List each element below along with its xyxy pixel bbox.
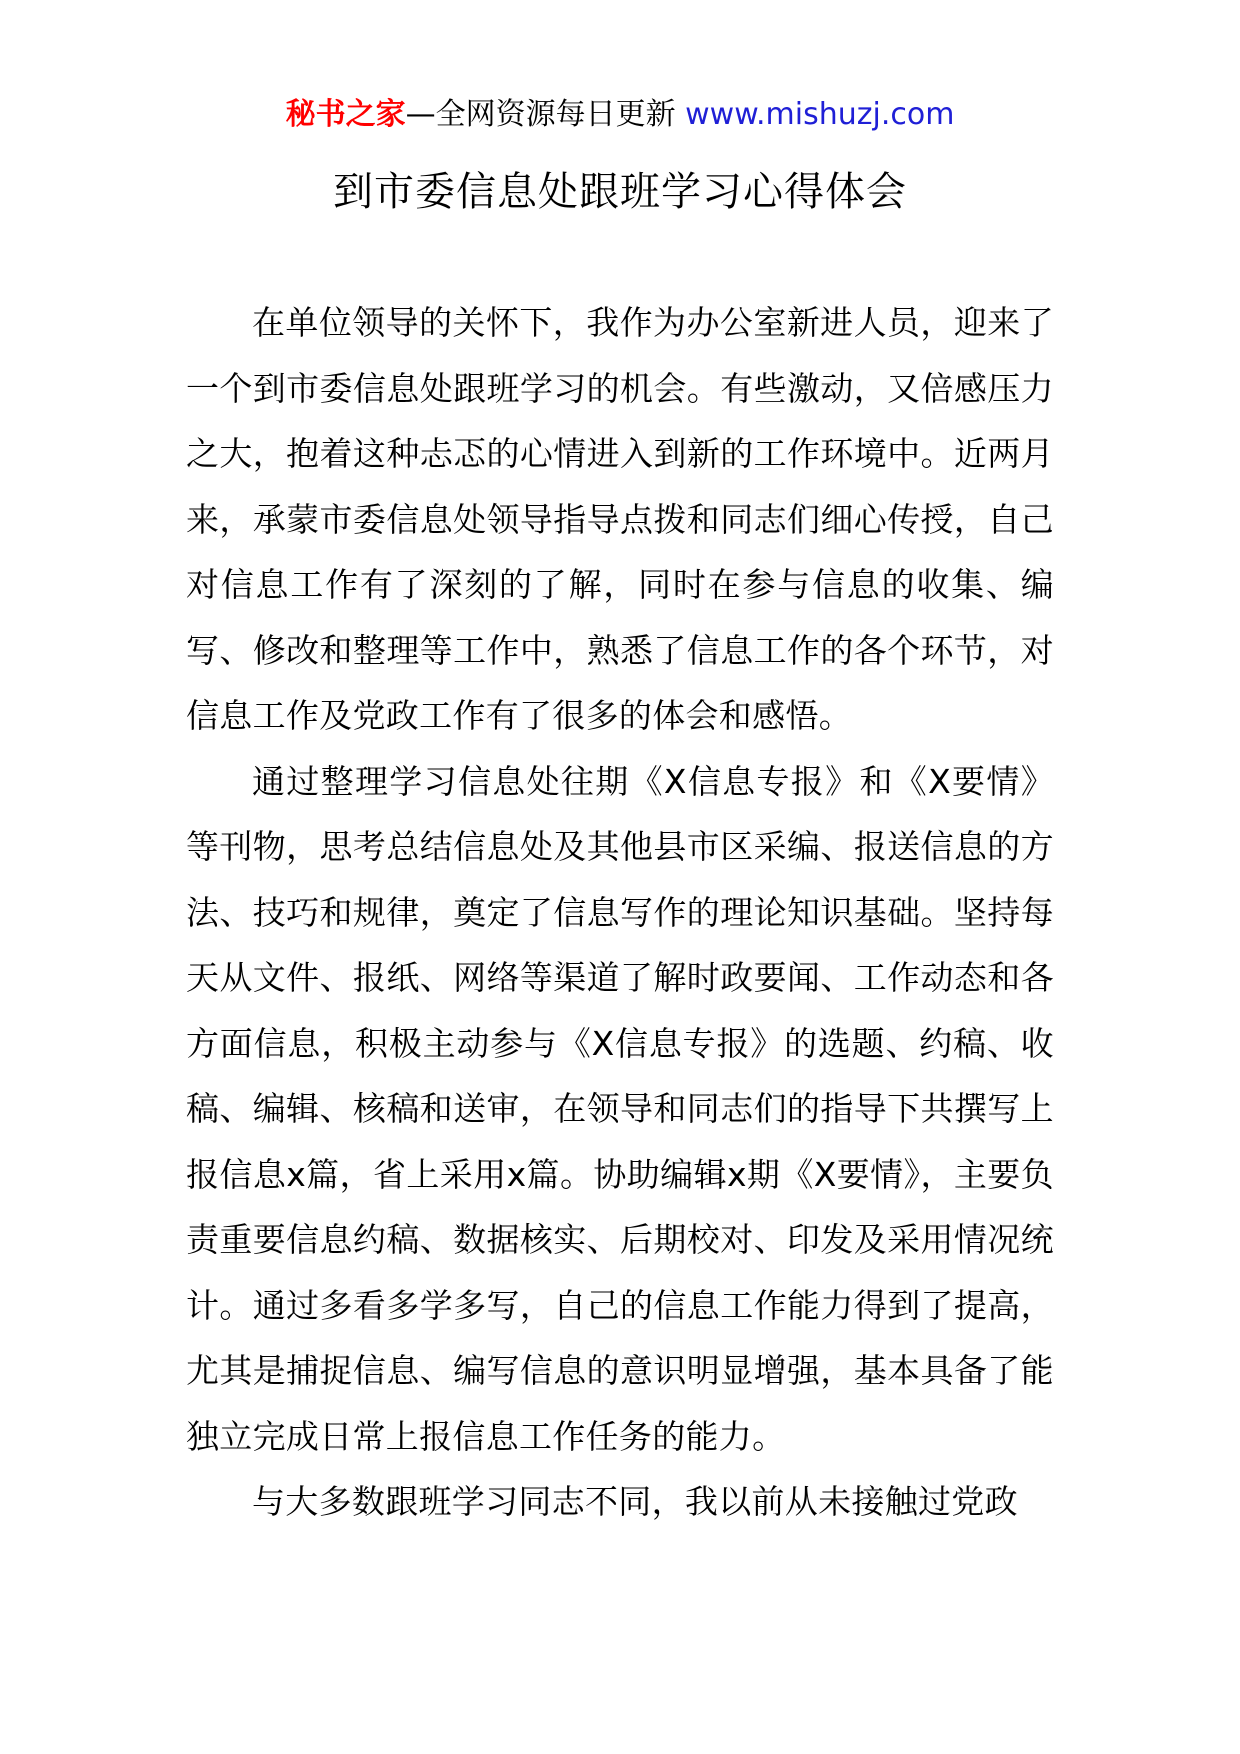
body-paragraph-3: 与大多数跟班学习同志不同，我以前从未接触过党政: [252, 1482, 1018, 1521]
body-paragraph-2: 通过整理学习信息处往期《X信息专报》和《X要情》等刊物，思考总结信息处及其他县市区采编、报送信息的方法、技巧和规律，奠定了信息写作的理论知识基础。坚持每天从文件、报纸、网络等渠道了解时政要闻、工作动态和各方面信息，积极主动参与《X信息专报》的选题、约稿、收稿、编辑、核稿和送审，在领导和同志们的指导下共撰写上报信息x篇，省上采用x篇。协助编辑x期《X要情》，主要负责重要信息约稿、数据核实、后期校对、印发及采用情况统计。通过多看多学多写，自己的信息工作能力得到了提高，尤其是捕捉信息、编写信息的意识明显增强，基本具备了能独立完成日常上报信息工作任务的能力。: [186, 761, 1054, 1456]
site-tagline: —全网资源每日更新: [405, 97, 676, 132]
site-header: [0, 95, 1240, 135]
body-paragraph-1: 在单位领导的关怀下，我作为办公室新进人员，迎来了一个到市委信息处跟班学习的机会。有些激动，又倍感压力之大，抱着这种忐忑的心情进入到新的工作环境中。近两月来，承蒙市委信息处领导指导点拨和同志们细心传授，自己对信息工作有了深刻的了解，同时在参与信息的收集、编写、修改和整理等工作中，熟悉了信息工作的各个环节，对信息工作及党政工作有了很多的体会和感悟。: [186, 303, 1054, 735]
document-title: 到市委信息处跟班学习心得体会: [333, 169, 907, 215]
document-body: [186, 290, 1054, 1535]
brand-name: 秘书之家: [285, 97, 406, 132]
site-url-link[interactable]: www.mishuzj.com: [685, 97, 955, 132]
